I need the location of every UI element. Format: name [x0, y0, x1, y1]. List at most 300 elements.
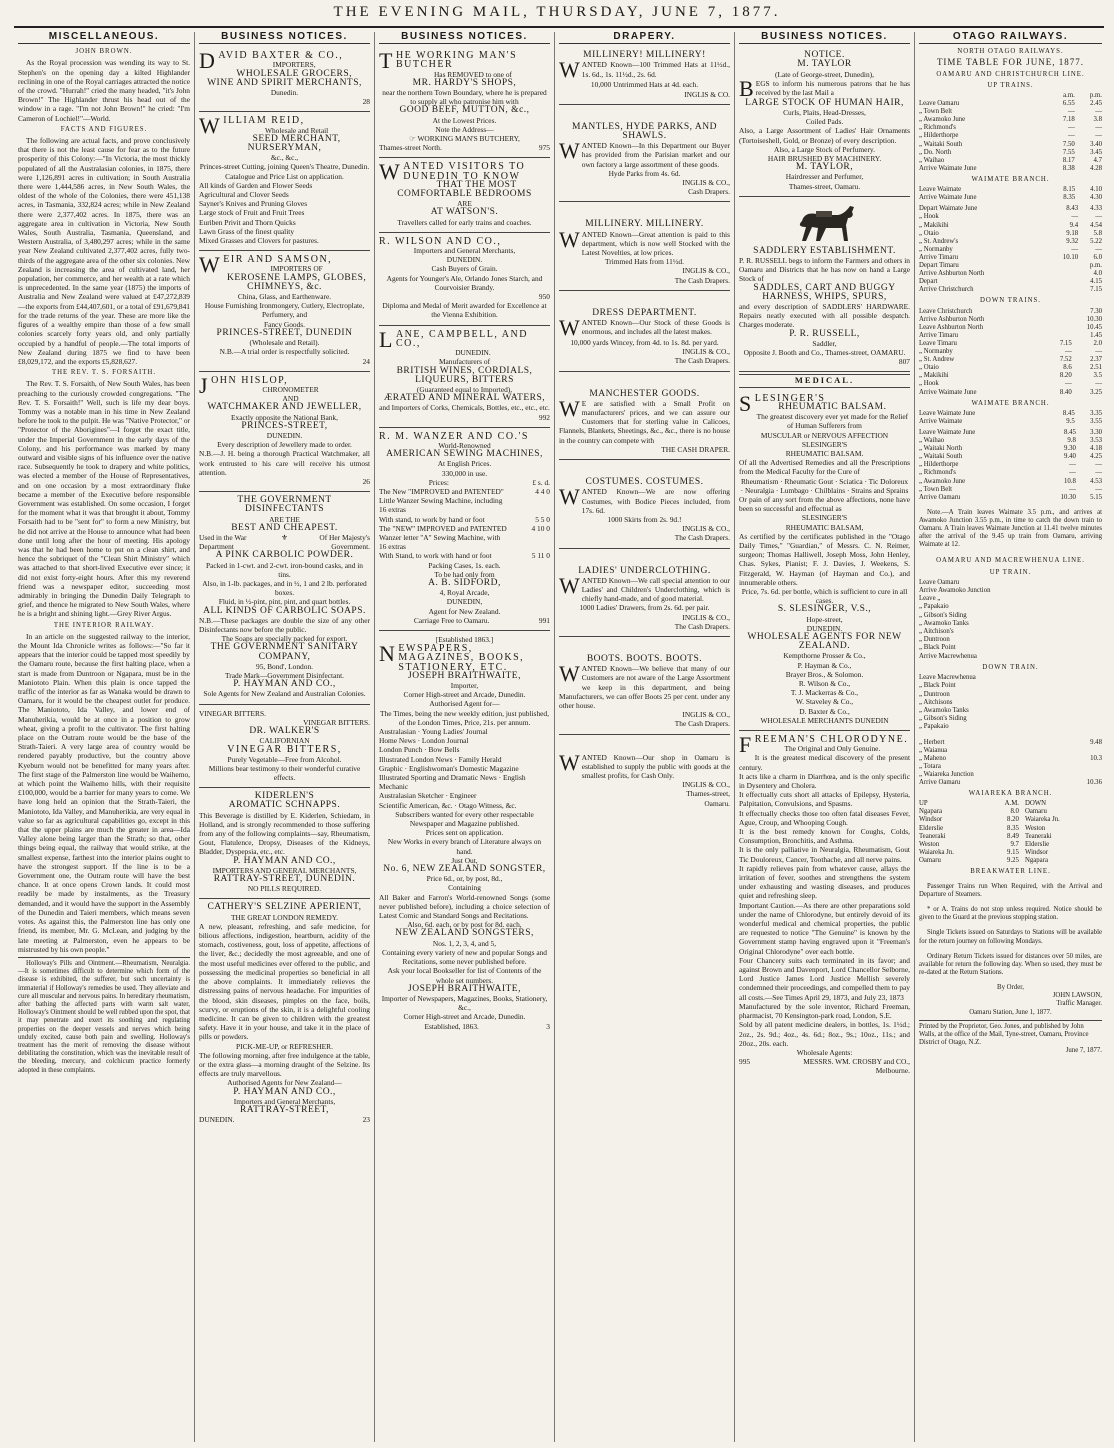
timetable-row — [919, 230, 1102, 238]
ad-slesinger-balsam: SLESINGER'S RHEUMATIC BALSAM. The greatest discovery ever yet made for the Relief of Human Sufferers from MUSCULAR or NERVOUS AFFECTION SLESINGER'S RHEUMATIC BALSAM. Of all the Advertised Remedies and all the Prescriptions from the Medical Faculty for the Cure of Rheumatism · Rheumatic Gout · Sciatica · Tic Doloreux · Neuralgia · Lumbago · Chilblains · Strains and Sprains Or pain of any sort from the above affections, none have been so successful and effectual as SLESINGER'S RHEUMATIC BALSAM, As certified by the certificates published in the "Otago Daily Times," "Guardian," of Messrs. C. N. Reimer, surgeon; Thomas Halliwell, Joseph Moss, John Henley, Chas. Sykes, Pianist; F. J. Davies, J. Weekens, S. Fitzgerald, W. Hayman (of Hayman and Co.), and innumerable others. Price, 7s. 6d. per bottle, which is sufficient to cure in all cases. S. SLESINGER, V.S., Hope-street, DUNEDIN. WHOLESALE AGENTS FOR NEW ZEALAND. Kempthorne Prosser & Co., P. Hayman & Co., Brayer Bros., & Solomon. R. Wilson & Co., T. J. Mackerras & Co., W. Staveley & Co., D. Baxter & Co., WHOLESALE MERCHANTS DUNEDIN — [739, 390, 910, 731]
dropcap: W — [559, 226, 580, 252]
dropcap: F — [739, 732, 753, 757]
station-name: „ Town Belt — [919, 108, 953, 116]
departure-time: — — [1069, 461, 1076, 469]
station-name: Leave Timaru — [919, 339, 957, 347]
ad-baxter: DAVID BAXTER & CO., IMPORTERS, WHOLESALE GROCERS, WINE AND SPIRIT MERCHANTS, Dunedin. 28 — [199, 47, 370, 112]
line-heading: BREAKWATER LINE. — [970, 868, 1051, 876]
departure-time: 7.15 — [1059, 339, 1072, 347]
timetable-row — [919, 270, 1102, 278]
departure-time: 8.20 — [1059, 372, 1072, 380]
column-miscellaneous — [14, 32, 194, 1442]
departure-time: 3.40 — [1090, 140, 1102, 148]
departure-time: 3.5 — [1093, 372, 1102, 380]
station-name: Leave Macrewhenua — [919, 674, 976, 682]
departure-time: 3.45 — [1090, 148, 1102, 156]
direction-heading: UP TRAINS. — [987, 81, 1034, 89]
departure-time: 4.54 — [1090, 221, 1102, 229]
timetable-row — [919, 747, 1102, 755]
dropcap: J — [199, 372, 210, 398]
station-name: „ Herbert — [919, 738, 945, 746]
departure-time: 9.40 — [1063, 453, 1076, 461]
timetable-row — [919, 429, 1102, 437]
timetable-waimate-down — [919, 410, 1102, 426]
station-name: Arrive Waimate June — [919, 388, 977, 396]
timetable-row — [919, 418, 1102, 426]
column-business-1 — [194, 32, 374, 1442]
departure-time: 10.10 — [1062, 253, 1079, 261]
departure-time: — — [1069, 469, 1076, 477]
station-name: Oamaru — [919, 856, 941, 864]
departure-time: 9.7 — [1010, 840, 1019, 848]
timetable-row — [919, 356, 1102, 364]
station-name: „ Papakaio — [919, 603, 949, 611]
station-name: „ Waitaki South — [919, 453, 963, 461]
printer-imprint: Printed by the Proprietor, Geo. Jones, and published by John Walls, at the office of the Mail, Tyne-street, Oamaru, Province District of Otago, N.Z. June 7, 1877. — [919, 1020, 1102, 1056]
article-heading: THE INTERIOR RAILWAY. — [53, 621, 155, 629]
departure-time: 7.15 — [1090, 286, 1102, 294]
departure-time: 8.45 — [1063, 429, 1076, 436]
station-name: Depart Waimate June — [919, 205, 978, 213]
dropcap: W — [559, 315, 580, 341]
departure-time: 2.45 — [1090, 100, 1102, 108]
timetable-row — [919, 841, 1102, 849]
timetable-row — [919, 262, 1102, 270]
timetable-row — [919, 246, 1102, 254]
ad-costumes: COSTUMES. COSTUMES. WANTED Known—We are now offering Costumes, with Bodice Pieces included, from 17s. 6d. 1000 Skirts from 2s. 9d.! INGLIS & CO., The Cash Drapers. — [559, 474, 730, 548]
ad-lane-campbell: LANE, CAMPBELL, AND CO., DUNEDIN. Manufacturers of BRITISH WINES, CORDIALS, LIQUEURS, BITTERS (Guaranteed equal to Imported), ÆRATED AND MINERAL WATERS, and Importers of Corks, Chemicals, Bottles, etc., etc., etc. 992 — [379, 326, 550, 428]
station-name: Arrive Christchurch — [919, 286, 974, 294]
ad-braithwaite: [Established 1863.] NEWSPAPERS, MAGAZINES, BOOKS, STATIONERY, ETC. JOSEPH BRAITHWAITE, Importer, Corner High-street and Arcade, Dunedin. Authorised Agent for— The Times, being the new weekly edition, just published, of the London Times, Price, 21s. per annum. Australasian · Young Ladies' Journal Home News · London Journal London Punch · Bow Bells Illustrated London News · Family Herald Graphic · Englishwoman's Domestic Magazine Illustrated Sporting and Dramatic News · English Mechanic Australasian Sketcher · Engineer Scientific American, &c. · Otago Witness, &c. Subscribers wanted for every other respectable Newspaper and Magazine published. Prices sent on application. New Works in every branch of Literature always on hand. Just Out, No. 6, NEW ZEALAND SONGSTER, Price 6d., or, by post, 8d., Containing All Baker and Farron's World-renowned Songs (some never published before), including a choice selection of Latest Comic and Standard Songs and Recitations. Also, 6d. each, or by post for 8d. each, NEW ZEALAND SONGSTERS, Nos. 1, 2, 3, 4, and 5, Containing every variety of new and popular Songs and Recitations, some never published before. Ask your local Bookseller for list of Contents of the whole set numbers. JOSEPH BRAITHWAITE, Importer of Newspapers, Magazines, Books, Stationery, &c., Corner High-street and Arcade, Dunedin. Established, 1863. 3 — [379, 634, 550, 1031]
departure-time: Waiareka Jn. — [1024, 816, 1060, 824]
station-name: „ Duntroon — [919, 636, 950, 644]
departure-time: 7.52 — [1059, 356, 1072, 364]
departure-time: 8.20 — [1007, 816, 1019, 824]
station-name: „ Makikihi — [919, 372, 949, 380]
departure-time: 7.50 — [1062, 140, 1075, 148]
departure-time: 3.8 — [1093, 116, 1102, 124]
station-name: Ngapara — [919, 808, 943, 816]
station-name: „ Gibson's Siding — [919, 715, 967, 723]
departure-time — [1048, 324, 1072, 332]
dropcap: W — [559, 661, 580, 687]
column-heading: MISCELLANEOUS. — [18, 32, 190, 44]
timetable-row — [919, 755, 1102, 763]
departure-time: 4.15 — [1090, 278, 1102, 286]
horse-illustration — [790, 203, 860, 245]
timetable-row — [919, 763, 1102, 771]
timetable-depart — [919, 205, 1102, 294]
timetable-row — [919, 348, 1102, 356]
departure-time: 5.8 — [1093, 229, 1102, 237]
departure-time — [1048, 262, 1078, 270]
timetable-row — [919, 389, 1102, 397]
breakwater-text: Passenger Trains run When Required, with the Arrival and Departure of Steamers. — [919, 883, 1102, 899]
timetable-row — [919, 437, 1102, 445]
timetable-row — [919, 286, 1102, 294]
station-name: „ Otaio — [919, 229, 939, 237]
timetable-waimate-up — [919, 186, 1102, 202]
dropcap: W — [199, 252, 222, 278]
timetable-row — [919, 469, 1102, 477]
station-name: „ Normanby — [919, 348, 953, 356]
departure-time — [1048, 316, 1072, 324]
departure-time: — — [1095, 245, 1102, 253]
departure-time: 4.0 — [1093, 270, 1102, 278]
station-name: „ Gibson's Siding — [919, 611, 967, 619]
timetable-row — [919, 478, 1102, 486]
ad-freemans-chlorodyne: FREEMAN'S CHLORODYNE. The Original and Only Genuine. It is the greatest medical discovery of the present century. It acts like a charm in Diarrhœa, and is the only specific in Dysentery and Cholera. It effectually cuts short all attacks of Epilepsy, Hysteria, Palpitation, Convulsions, and Spasms. It effectually checks those too often fatal diseases Fever, Ague, Croup, and Whooping Cough. It is the best remedy known for Coughs, Colds, Consumption, Bronchitis, and Asthma. It is the only palliative in Neuralgia, Rheumatism, Gout Tic Douloreux, Cancer, Toothache, and all nerve pains. It rapidly relieves pain from whatever cause, allays the irritation of fever, soothes and strengthens the system under exhausting and wasting diseases, and produces quiet and refreshing sleep. Important Caution.—As there are other preparations sold under the name of Chlorodyne, but entirely devoid of its wonderful medical and chemical properties, the public are requested to notice "The Genuine" is known by the Government stamp having engraved upon it "Freeman's Original Chlorodyne" over each bottle. Four Chancery suits each terminated in its favor; and against Brown and Davenport, Lord Chancellor Selborne, Lord Justice James Lord Justice Mellish severely condemned their proceedings, and compelled them to pay all costs.—See Times April 29, 1873, and July 23, 1873 Manufactured by the sole inventor, Richard Freeman, pharmacist, 70 Kensington-park road, London, S.E. Sold by all patent medicine dealers, in bottles, 1s. 1½d.; 2oz., 2s. 9d.; 4oz., 4s. 6d.; 8oz., 9s.; 10oz., 11s.; and 20oz., 20s. each. Wholesale Agents: 995 MESSRS. WM. CROSBY and CO., Melbourne. — [739, 732, 910, 1076]
timetable-row — [919, 254, 1102, 262]
ad-disinfectants: THE GOVERNMENT DISINFECTANTS ARE THE BEST AND CHEAPEST. Used in the War Department ⚜ Of Her Majesty's Government. A PINK CARBOLIC POWDER. Packed in 1-cwt. and 2-cwt. iron-bound casks, and in tins. Also, in 1-lb. packages, and in ½, 1 and 2 lb. perforated boxes. Fluid, in ½-pint, pint, pint, and quart bottles. ALL KINDS OF CARBOLIC SOAPS. N.B.—These packages are double the size of any other Disinfectants now before the public. The Soaps are specially packed for export. THE GOVERNMENT SANITARY COMPANY, 95, Bond', London. Trade Mark—Government Disinfectant. P. HAYMAN AND CO., Sole Agents for New Zealand and Australian Colonies. — [199, 492, 370, 704]
station-name: „ Awamoko June — [919, 477, 966, 485]
branch-heading: WAIMATE BRANCH. — [971, 175, 1050, 183]
departure-time: 9.48 — [1090, 738, 1102, 746]
column-heading: DRAPERY. — [559, 32, 730, 44]
departure-time: — — [1095, 461, 1102, 469]
departure-time: — — [1095, 108, 1102, 116]
timetable-title: TIME TABLE FOR JUNE, 1877. — [936, 57, 1085, 68]
macrewhenua-down-stations — [919, 674, 1102, 731]
station-name: Waiareka Jn. — [919, 848, 954, 856]
signatory-title: Traffic Manager. — [1056, 1000, 1102, 1008]
station-name: „ Richmond's — [919, 469, 956, 477]
branch-heading: WAIAREKA BRANCH. — [968, 790, 1053, 798]
departure-time: 9.32 — [1066, 237, 1079, 245]
departure-time: — — [1068, 124, 1075, 132]
timetable-row — [919, 849, 1102, 857]
timetable-row — [919, 779, 1102, 787]
departure-time: 8.17 — [1062, 156, 1075, 164]
departure-time: 4.18 — [1090, 445, 1102, 453]
station-name: „ Totara — [919, 762, 941, 770]
departure-time: 9.4 — [1069, 221, 1079, 229]
timetable-row — [919, 186, 1102, 194]
departure-time — [1048, 308, 1072, 316]
station-name: „ Awamoko June — [919, 116, 966, 124]
timetable-row — [919, 278, 1102, 286]
station-name: Windsor — [919, 816, 943, 824]
station-name: Arrive Waimate June — [919, 194, 977, 202]
departure-time: Windsor — [1024, 848, 1049, 856]
dropcap: N — [379, 641, 397, 667]
departure-time: 8.0 — [1010, 808, 1019, 816]
station-name: Arrive Oamaru — [919, 778, 961, 786]
departure-time: 8.15 — [1063, 186, 1076, 194]
direction-heading: UP TRAIN. — [989, 568, 1032, 576]
departure-time — [1048, 270, 1078, 278]
station-name: Arrive Timaru — [919, 331, 959, 339]
line-heading: OAMARU AND CHRISTCHURCH LINE. — [936, 70, 1085, 78]
station-name: „ Waitaki North — [919, 445, 963, 453]
timetable-row — [919, 340, 1102, 348]
timetable-row — [919, 124, 1102, 132]
station-name: „ Aitchison's — [919, 628, 954, 636]
timetable-south — [919, 739, 1102, 788]
direction-heading: DOWN TRAINS. — [980, 297, 1041, 305]
station-name: Depart — [919, 278, 938, 286]
departure-time: — — [1068, 132, 1075, 140]
station-name: Leave Oamaru — [919, 100, 960, 108]
departure-time: 9.8 — [1067, 437, 1076, 445]
departure-time: — — [1095, 380, 1102, 388]
dropcap: W — [559, 57, 580, 83]
timetable-row — [919, 165, 1102, 173]
departure-time: 3.35 — [1090, 409, 1102, 417]
station-name: Leave Waimate June — [919, 429, 976, 436]
departure-time: 9.15 — [1007, 848, 1019, 856]
departure-time — [1062, 771, 1102, 779]
departure-time: 8.35 — [1007, 824, 1019, 832]
timetable-row — [919, 141, 1102, 149]
timetable-rows — [919, 100, 1102, 173]
article-heading: JOHN BROWN. — [75, 48, 133, 56]
timetable-row — [919, 108, 1102, 116]
departure-time: — — [1095, 124, 1102, 132]
article-text: The following are actual facts, and prove conclusively that there is not the least cause for fear as to the future prosperity of this Colony:—"In Victoria, the most thickly populated of all the Australasian colonies, in 1875, there were 1,126,891 acres in cultivation; in South Australia there were 1,444,586 acres, in New South Wales, the oldest of the whole of the Colonies, there were 451,138 acres, in Tasmania, 332,824 acres; while in New Zealand there were 2,377,402 acres. In 1875, there was an aggregate area in cultivation in Victoria, New South Wales, South Australia, Tasmania, Queensland, and Western Australia, of 3,480,297 acres; while in the same year New Zealand cultivated 2,377,402 acres, fully two-thirds of the aggregate area of the other six colonies. New Zealand is increasing the area of cultivated land, her population, her commerce, and her wealth at a rate which is unprecedented. In the same year (1875) the imports of Australia and New Zealand were valued at £47,272,839—the exports from £44,407,601, or a total of £91,679,841 for the trade returns of the year. These are more like the figures of a wealthy empire than those of a few small colonies scarcely forty years old, and only partially occupied by a handful of people.—The total imports of New Zealand during 1875 we find to have been £8,029,172, and the exports £5,828,627. — [18, 136, 190, 366]
dropcap: D — [199, 48, 217, 74]
station-name: Leave Oamaru — [919, 578, 960, 586]
timetable-row — [919, 486, 1102, 494]
departure-time — [1062, 763, 1102, 771]
railway-note: Note.—A Train leaves Waimate 3.5 p.m., and arrives at Awamoko Junction 3.55 p.m., in time to catch the down train to Oamaru. A Train leaves Waimate Junction at 11.41 twelve minutes after the arrival of the 9.45 up train from Oamaru, arriving Waimate at 12. — [919, 508, 1102, 549]
ad-watsons: WANTED VISITORS TO DUNEDIN TO KNOW THAT THE MOST COMFORTABLE BEDROOMS ARE AT WATSON'S. Travellers called for early trains and coaches. — [379, 158, 550, 232]
departure-time: Elderslie — [1024, 840, 1050, 848]
station-name: „ Normanby — [919, 245, 953, 253]
departure-time: 2.0 — [1093, 339, 1102, 347]
ad-dress-department: DRESS DEPARTMENT. WANTED Known—Our Stock of these Goods is enormous, and includes all the latest makes. 10,000 yards Wincey, from 4d. to 1s. 8d. per yard. INGLIS & CO., The Cash Drapers. — [559, 305, 730, 372]
departure-time: 5.22 — [1090, 237, 1102, 245]
station-name: Teaneraki — [919, 832, 946, 840]
station-name: Arrive Waimate June — [919, 164, 977, 172]
station-name: Leave Christchurch — [919, 307, 973, 315]
ad-millinery-1: MILLINERY! MILLINERY! WANTED Known—100 Trimmed Hats at 11½d., 1s. 6d., 1s. 11½d., 2s. 6d. 10,000 Untrimmed Hats at 4d. each. INGLIS & CO. — [559, 47, 730, 105]
medical-heading: MEDICAL. — [739, 374, 910, 387]
dropcap: W — [199, 113, 222, 139]
timetable-row — [919, 825, 1102, 833]
station-name: Arrive Oamaru — [919, 493, 961, 501]
departure-time: 3.55 — [1090, 417, 1102, 425]
timetable-row — [919, 157, 1102, 165]
article-heading: FACTS AND FIGURES. — [60, 125, 148, 133]
station-name: „ Town Belt — [919, 485, 953, 493]
station-name: „ Waiareka Junction — [919, 770, 974, 778]
departure-time: 4.33 — [1090, 205, 1102, 213]
station-name: Elderslie — [919, 824, 944, 832]
departure-time: 10.30 — [1086, 315, 1102, 323]
ad-manchester-goods: MANCHESTER GOODS. W E are satisfied with a Small Profit on manufacturers' prices, and we can assure our Customers that for sterling value in Calicoes, Flannels, Blankets, Sheetings, &c., &c., there is no house in the country can compete with THE CASH DRAPER. — [559, 386, 730, 460]
departure-time: — — [1064, 348, 1072, 356]
timetable-row — [919, 149, 1102, 157]
departure-time — [1048, 332, 1072, 340]
station-name: Arrive Ashburton North — [919, 315, 985, 323]
timetable-row — [919, 205, 1102, 213]
station-name: „ Makikihi — [919, 221, 949, 229]
crest-icon: ⚜ — [281, 532, 288, 542]
departure-time: 10.36 — [1086, 778, 1102, 786]
ad-working-mans-butcher: THE WORKING MAN'S BUTCHER Has REMOVED to one of MR. HARDY'S SHOPS, near the northern Town Boundary, where he is prepared to supply all who patronise him with GOOD BEEF, MUTTON, &c., At the Lowest Prices. Note the Address— ☞ WORKING MAN'S BUTCHERY, Thames-street North. 975 — [379, 47, 550, 158]
dropcap: W — [559, 395, 580, 421]
masthead-rule — [14, 26, 1104, 28]
timetable-row — [919, 364, 1102, 372]
station-name: „ Waihao — [919, 156, 945, 164]
departure-time: 8.38 — [1062, 164, 1075, 172]
timetable-row — [919, 132, 1102, 140]
timetable-row — [919, 100, 1102, 108]
departure-time: 4.25 — [1090, 453, 1102, 461]
departure-time: 8.49 — [1007, 832, 1019, 840]
station-name: „ Do. North — [919, 148, 952, 156]
timetable-row — [919, 816, 1102, 824]
departure-time: 4.7 — [1093, 156, 1102, 164]
return-note: Ordinary Return Tickets issued for distances over 50 miles, are available for return the following day. When so used, they must be re-dated at the Return Stations. — [919, 952, 1102, 977]
station-date: Oamaru Station, June 1, 1877. — [969, 1008, 1052, 1016]
ad-weir-samson: WEIR AND SAMSON, IMPORTERS OF KEROSENE LAMPS, GLOBES, CHIMNEYS, &c. China, Glass, and Earthenware. House Furnishing Ironmongery, Cutlery, Electroplate, Perfumery, and Fancy Goods. PRINCES-STREET, DUNEDIN (Wholesale and Retail). N.B.—A trial order is respectfully solicited. 24 — [199, 251, 370, 371]
dropcap: T — [379, 48, 394, 74]
station-name: Leave Ashburton North — [919, 323, 984, 331]
departure-time: p.m. — [1089, 262, 1102, 269]
station-name: „ Hook — [919, 380, 939, 388]
station-name: „ Waihao — [919, 437, 945, 445]
dropcap: W — [379, 159, 402, 185]
timetable-down-2 — [919, 429, 1102, 502]
dropcap: W — [559, 749, 580, 775]
timetable-row — [919, 372, 1102, 380]
dropcap: W — [559, 572, 580, 598]
columns — [14, 32, 1106, 1442]
tickets-note: Single Tickets issued on Saturdays to Stations will be available for the return journey on following Mondays. — [919, 929, 1102, 945]
departure-time: 10.3 — [1090, 754, 1102, 762]
station-name: „ Hook — [919, 213, 939, 221]
station-name: Arrive Ashburton North — [919, 270, 985, 278]
departure-time: Oamaru — [1024, 808, 1047, 816]
timetable-row — [919, 308, 1102, 316]
ad-cathery-selzine: CATHERY'S SELZINE APERIENT, THE GREAT LONDON REMEDY. A new, pleasant, refreshing, and safe medicine, for bilious affections, indigestion, heartburn, acidity of the stomach, costiveness, gout, loss of appetite, affections of the liver, &c.; decidedly the most agreeable, and one of the most useful medicines ever offered to the public, and possessing the medicinal properties so beneficial in all the above complaints. It immediately relieves the distressing pains of nervous headache. For impurities of the blood, skin diseases, pimples on the face, boils, scurvy, or eruptions of the skin, it is a delightful cooling medicine. It can be given to children with the greatest safety. Have it in your house, and take it in the place of pills or powders. PICK-ME-UP, or REFRESHER. The following morning, after free indulgence at the table, or the extra glass—a morning draught of the Selzine. Its effects are truly marvellous. Authorised Agents for New Zealand— P. HAYMAN AND CO., Importers and General Merchants, RATTRAY-STREET, DUNEDIN. 23 — [199, 902, 370, 1125]
departure-time: 5.15 — [1090, 493, 1102, 501]
station-name: „ Hilderthorpe — [919, 461, 959, 469]
timetable-row — [919, 771, 1102, 779]
departure-time: 7.30 — [1090, 307, 1102, 315]
ad-hislop: JOHN HISLOP, CHRONOMETER AND WATCHMAKER AND JEWELLER, Exactly opposite the National Bank, PRINCES-STREET, DUNEDIN. Every description of Jewellery made to order. N.B.—J. H. being a thorough Practical Watchmaker, all work entrusted to his care will receive his utmost attention. 26 — [199, 372, 370, 492]
ad-oamaru-shop: WANTED Known—Our shop in Oamaru is established to supply the public with goods at the smallest profits, for Cash Only. INGLIS & CO., Thames-street, Oamaru. — [559, 749, 730, 808]
station-name: „ Awamoko Tanks — [919, 619, 969, 627]
departure-time: 2.51 — [1090, 364, 1102, 372]
column-business-3 — [734, 32, 914, 1442]
station-name: „ Aitchisons — [919, 698, 953, 706]
departure-time: 7.18 — [1062, 116, 1075, 124]
departure-time: 10.30 — [1060, 493, 1076, 501]
column-heading: BUSINESS NOTICES. — [379, 32, 550, 44]
departure-time — [1062, 747, 1102, 755]
article-heading: THE REV. T. S. FORSAITH. — [51, 369, 157, 377]
ad-mantles: MANTLES, HYDE PARKS, AND SHAWLS. WANTED Known—In this Department our Buyer has provided from the Parisian market and our own factory a large assortment of these goods. Hyde Parks from 4s. 6d. INGLIS & CO., Cash Drapers. — [559, 119, 730, 203]
departure-time: — — [1095, 348, 1102, 356]
departure-time: Ngapara — [1024, 856, 1048, 864]
dropcap: W — [559, 138, 580, 164]
departure-time: 6.0 — [1093, 253, 1102, 261]
station-name: Arrive Timaru — [919, 253, 959, 261]
timetable-up: a.m. p.m. Leave Oamaru 6.55 2.45 „ Town Belt — — „ Awamoko June 7.18 3.8 „ Richmond's — — „ Hilderthorpe — — „ Waitaki South 7.50 3.40 „ Do. North 7.55 3.45 „ Waihao 8.17 4.7 Arrive Waimate June 8.38 4.28 — [919, 92, 1102, 172]
departure-time: 8.6 — [1063, 364, 1072, 372]
timetable-row — [919, 833, 1102, 841]
departure-time: — — [1095, 485, 1102, 493]
departure-time: — — [1069, 485, 1076, 493]
ad-wilson: R. WILSON AND CO., Importers and General Merchants, DUNEDIN. Cash Buyers of Grain. Agents for Younger's Ale, Orlando Jones Starch, and Courvoisier Brandy. 950 Diploma and Medal of Merit awarded for Excellence at the Vienna Exhibition. — [379, 233, 550, 326]
ad-taylor: NOTICE. M. TAYLOR (Late of George-street, Dunedin), BEGS to inform his numerous patrons that he has received by the last Mail a LARGE STOCK OF HUMAN HAIR, Curls, Plaits, Head-Dresses, Coiled Pads. Also, a Large Assortment of Ladies' Hair Ornaments (Tortoiseshell, Gold, or Bronze) of every description. Also, a Large Stock of Perfumery. HAIR BRUSHED BY MACHINERY. M. TAYLOR, Hairdresser and Perfumer, Thames-street, Oamaru. — [739, 47, 910, 197]
station-name: „ Waitaki South — [919, 140, 963, 148]
stop-note: * or A. Trains do not stop unless required. Notice should be given to the Guard at the previous stopping station. — [919, 906, 1102, 922]
timetable-row — [919, 739, 1102, 747]
timetable-row — [919, 494, 1102, 502]
departure-time: 4.28 — [1090, 164, 1102, 172]
station-name: „ Awamoko Tanks — [919, 706, 969, 714]
departure-time: 9.5 — [1066, 417, 1075, 425]
branch-heading: WAIMATE BRANCH. — [971, 399, 1050, 407]
departure-time: — — [1068, 108, 1075, 116]
timetable-row — [919, 410, 1102, 418]
signatory-name: JOHN LAWSON, — [1052, 992, 1102, 1000]
timetable-row — [919, 380, 1102, 388]
masthead: THE EVENING MAIL, THURSDAY, JUNE 7, 1877. — [333, 4, 781, 20]
station-name: Arrive Waimate — [919, 417, 963, 425]
timetable-row — [919, 445, 1102, 453]
ad-millinery-2: MILLINERY. MILLINERY. WANTED Known—Great attention is paid to this department, which is now well Stocked with the Latest Novelties, at low prices. Trimmed Hats from 11½d. INGLIS & CO., The Cash Drapers. — [559, 216, 730, 290]
timetable-row — [919, 316, 1102, 324]
departure-time: 3.25 — [1090, 388, 1102, 396]
timetable-row — [919, 453, 1102, 461]
dropcap: B — [739, 75, 754, 101]
departure-time: 3.53 — [1090, 437, 1102, 445]
departure-time: Teaneraki — [1024, 832, 1052, 840]
timetable-row — [919, 194, 1102, 202]
article-text: In an article on the suggested railway to the interior, the Mount Ida Chronicle writes as follows:—"So far it appears that the interior could be tapped most speedily by the Oamaru route, because the first halting place, when a start is made from Duntroon or Ngapara, must be in the Maniototo Plain. When this plain is once tapped the traffic of the interior as far as Wanaka would be drawn to Oamaru, for it would be the cheapest outlet for produce. The Maniototo, Ida Valley, and lower end of Manuherikia, would be at once in a position to grow wheat, giving a profit to the cultivator. The first halting place on the Outram route would be the base of the Strath-Taieri. A very large area of country would be rendered payably productive, but the country above Kyeburn would not be benefitted for many years after. The first stage of the Palmerston line would be Waihemo, at which point the Waihemo hills, with their requisite £100,000, would be a barrier for many years to come. We have long held an opinion that the Strath-Taieri, the Maniototo, Ida Valley, and Manuherikia, are very equal in value so far as agricultural capabilities go, except in this that the upper plains are much the greater in area—Ida Valley alone being larger than the Strath; so that, other things being equal, the railway that would strike, at the smallest expense, farthest into the interior plains ought to have the strongest support. If the line is to be a Government one, the Outram route will have the best chance. It at once opens Crown lands. It could most readily be made by instalments, as the Treasury demanded, and it would have the support in the Assembly of the Dunedin and Taieri members, which means seven votes. As against this, the Palmerston line has only one friend, its member, Mr. G. McLean, and judging by the late meeting at Palmerston, even he appears to be mistrusted by his own people." — [18, 631, 190, 954]
departure-time: 8.45 — [1062, 409, 1075, 417]
station-name: Leave Waimate — [919, 186, 962, 194]
departure-time: 9.18 — [1066, 229, 1079, 237]
ad-wanzer: R. M. WANZER AND CO.'S World-Renowned AMERICAN SEWING MACHINES, At English Prices. 330,000 in use. Prices: £ s. d. The New "IMPROVED and PATENTED" Little Wanzer Sewing Machine, including 16 extras 4 4 0 With stand, to work by hand or foot 5 5 0 The "NEW" IMPROVED and PATENTED Wanzer letter "A" Sewing Machine, with 16 extras 4 10 0 With Stand, to work with hand or foot 5 11 0 Packing Cases, 1s. each. To be had only from A. B. SIDFORD, 4, Royal Arcade, DUNEDIN, Agent for New Zealand. Carriage Free to Oamaru. 991 — [379, 428, 550, 631]
column-railways — [914, 32, 1106, 1442]
station-name: „ St. Andrew's — [919, 237, 959, 245]
departure-time: 3.30 — [1090, 429, 1102, 436]
station-name: „ Maheno — [919, 754, 946, 762]
departure-time: 9.30 — [1063, 445, 1076, 453]
timetable-row — [919, 857, 1102, 865]
holloway-notice: Holloway's Pills and Ointment.—Rheumatism, Neuralgia.—It is sometimes difficult to determine which form of the disease is exhibited, the sufferer, but such uncertainty is immaterial if Holloway's remedies be used. They alleviate and cure all muscular and nervous pains. In hereditary rheumatism, after bathing the affected parts with warm salt water, Holloway's Ointment should be well rubbed upon the spot, that it may penetrate and exert its soothing and regulating properties on the deeper vessels and nerves which being unduly excited, cause both pain and swelling. Holloway's treatment has the merit of removing the disease without debilitating the constitution, which was the inevitable result of the bleeding, mercury, and colchicum practice formerly adopted in these complaints. — [18, 957, 190, 1075]
station-name: „ Black Point — [919, 644, 956, 652]
departure-time: — — [1071, 213, 1079, 221]
macrewhenua-up-stations — [919, 579, 1102, 661]
departure-time: 9.25 — [1007, 856, 1019, 864]
timetable-row — [919, 461, 1102, 469]
railways-subheading: NORTH OTAGO RAILWAYS. — [957, 48, 1064, 56]
timetable-row — [919, 324, 1102, 332]
departure-time: Weston — [1024, 824, 1046, 832]
departure-time — [1048, 286, 1078, 294]
station-name: „ Waianua — [919, 746, 948, 754]
timetable-waiareka: UP A.M. DOWN Ngapara 8.0 Oamaru Windsor 8.20 Waiareka Jn. Elderslie 8.35 Weston Teaneraki 8.49 Teaneraki Weston 9.7 Elderslie Waiareka Jn. 9.15 Windsor Oamaru 9.25 Ngapara — [919, 800, 1102, 865]
column-heading: OTAGO RAILWAYS. — [919, 32, 1102, 44]
station-name: Arrive Awamoko Junction — [919, 587, 991, 595]
pointing-hand-icon: ☞ — [409, 134, 418, 144]
article-text: As the Royal procession was wending its way to St. Stephen's on the opening day a kilted Highlander reclining in one of the Royal carriages attracted the notice of the crowd. "Hurrah!" cried the many headed, "it's John Brown!" The Highlander thrust his head out of the window in a rage. "I'm not John Brown!" he cried: "I'm Cameron of Lochiel!"—World. — [18, 58, 190, 123]
departure-time: — — [1095, 213, 1102, 221]
departure-time: 4.53 — [1090, 477, 1102, 485]
timetable-row — [919, 332, 1102, 340]
column-drapery — [554, 32, 734, 1442]
departure-time: 2.37 — [1090, 356, 1102, 364]
direction-heading: DOWN TRAIN. — [982, 663, 1039, 671]
departure-time: 8.43 — [1066, 205, 1079, 213]
